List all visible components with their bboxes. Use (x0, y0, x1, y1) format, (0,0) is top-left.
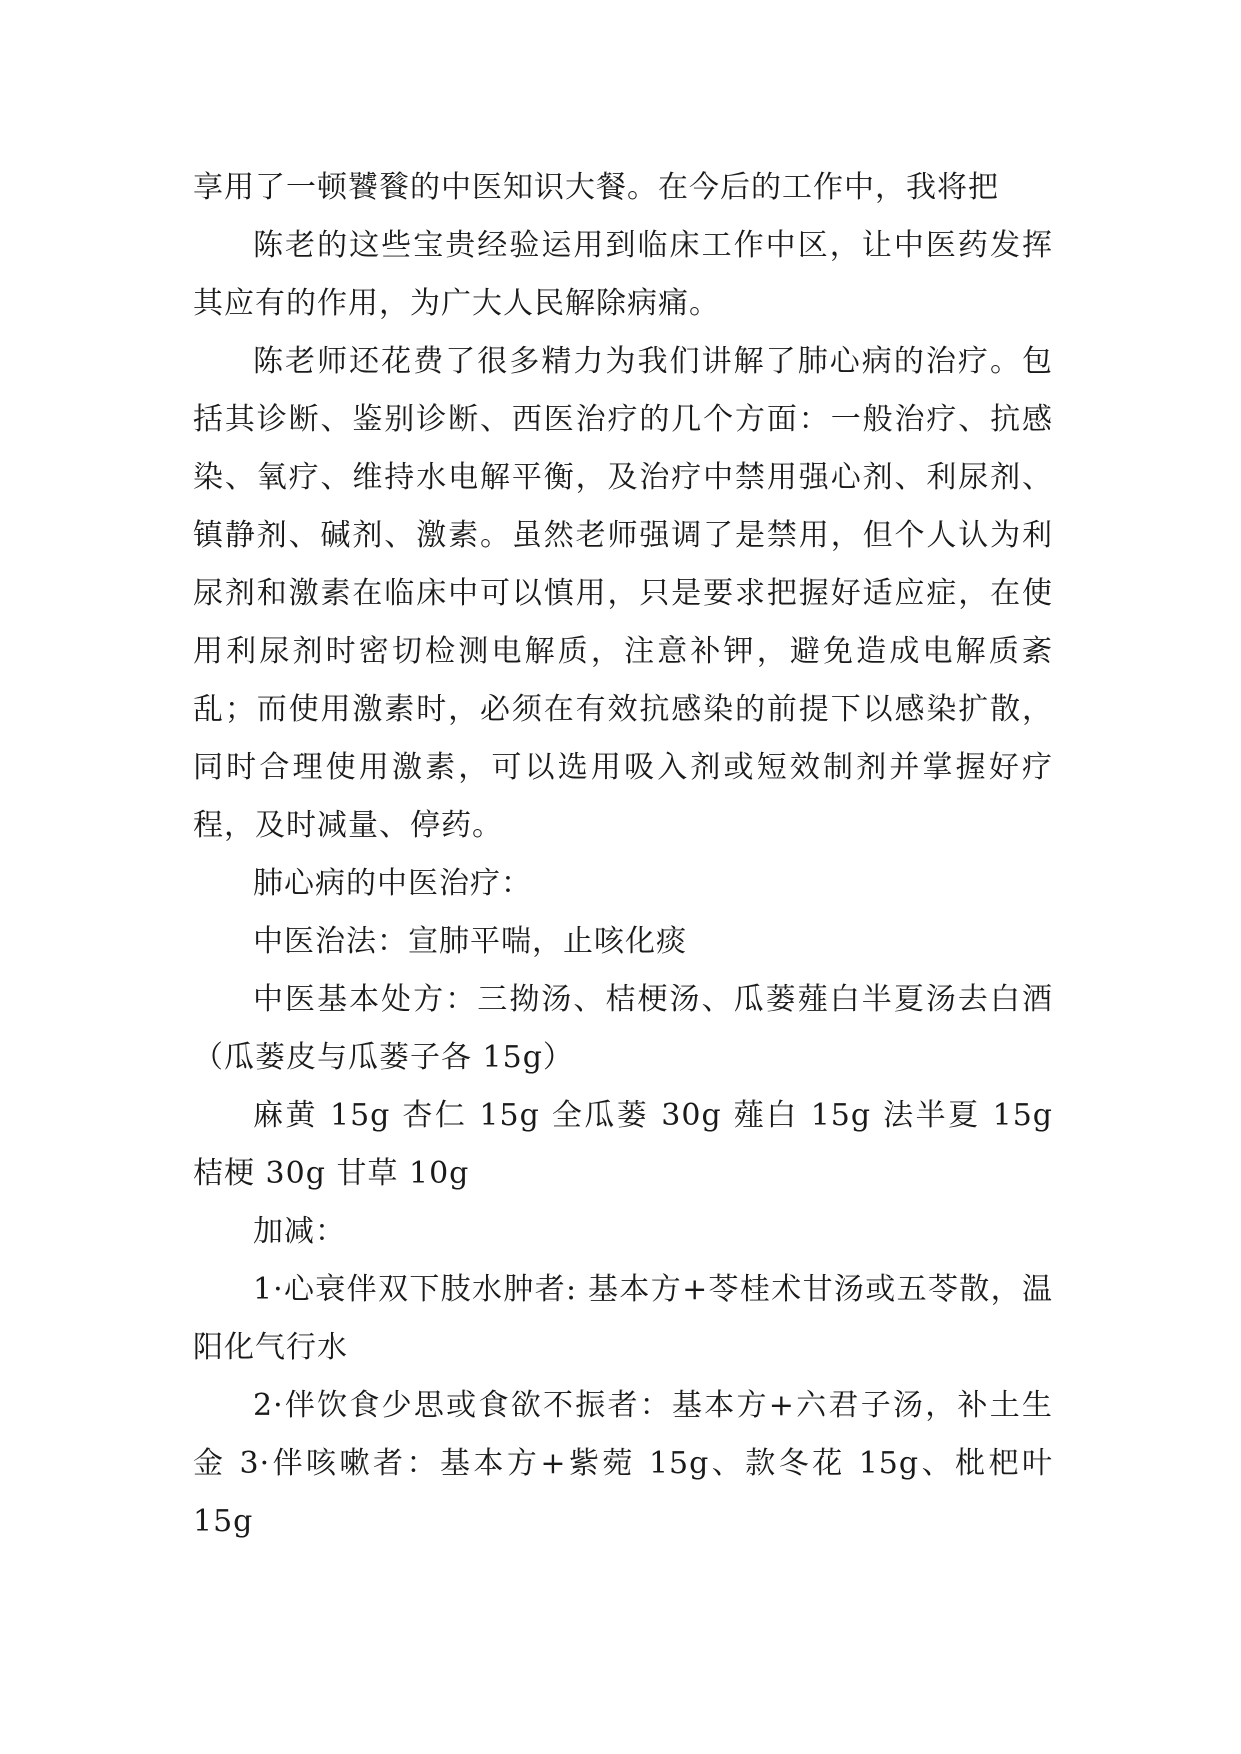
paragraph-chen-experience: 陈老的这些宝贵经验运用到临床工作中区，让中医药发挥其应有的作用，为广大人民解除病痛。 (193, 228, 1053, 321)
paragraph-tcm-prescription: 中医基本处方：三拗汤、桔梗汤、瓜蒌薤白半夏汤去白酒（瓜蒌皮与瓜蒌子各 15g） (193, 982, 1053, 1075)
paragraph-cor-pulmonale-treatment: 陈老师还花费了很多精力为我们讲解了肺心病的治疗。包括其诊断、鉴别诊断、西医治疗的几个方面：一般治疗、抗感染、氧疗、维持水电解平衡，及治疗中禁用强心剂、利尿剂、镇静剂、碱剂、激素。虽然老师强调了是禁用，但个人认为利尿剂和激素在临床中可以慎用，只是要求把握好适应症，在使用利尿剂时密切检测电解质，注意补钾，避免造成电解质紊乱；而使用激素时，必须在有效抗感染的前提下以感染扩散，同时合理使用激素，可以选用吸入剂或短效制剂并掌握好疗程，及时减量、停药。 (193, 344, 1053, 843)
paragraph-herb-dosages: 麻黄 15g 杏仁 15g 全瓜蒌 30g 薤白 15g 法半夏 15g 桔梗 30g 甘草 10g (193, 1098, 1053, 1191)
paragraph-continuation: 享用了一顿饕餮的中医知识大餐。在今后的工作中，我将把 (193, 170, 999, 205)
paragraph-tcm-heading: 肺心病的中医治疗： (253, 866, 532, 901)
paragraph-tcm-method: 中医治法：宣肺平喘，止咳化痰 (253, 924, 687, 959)
paragraph-modification-1: 1·心衰伴双下肢水肿者: 基本方+苓桂术甘汤或五苓散，温阳化气行水 (193, 1272, 1053, 1365)
document-body (193, 159, 1053, 1551)
paragraph-modifications-heading: 加减： (253, 1214, 346, 1249)
paragraph-modification-2-3: 2·伴饮食少思或食欲不振者：基本方+六君子汤，补土生金 3·伴咳嗽者：基本方+紫菀 15g、款冬花 15g、枇杷叶 15g (193, 1388, 1053, 1539)
